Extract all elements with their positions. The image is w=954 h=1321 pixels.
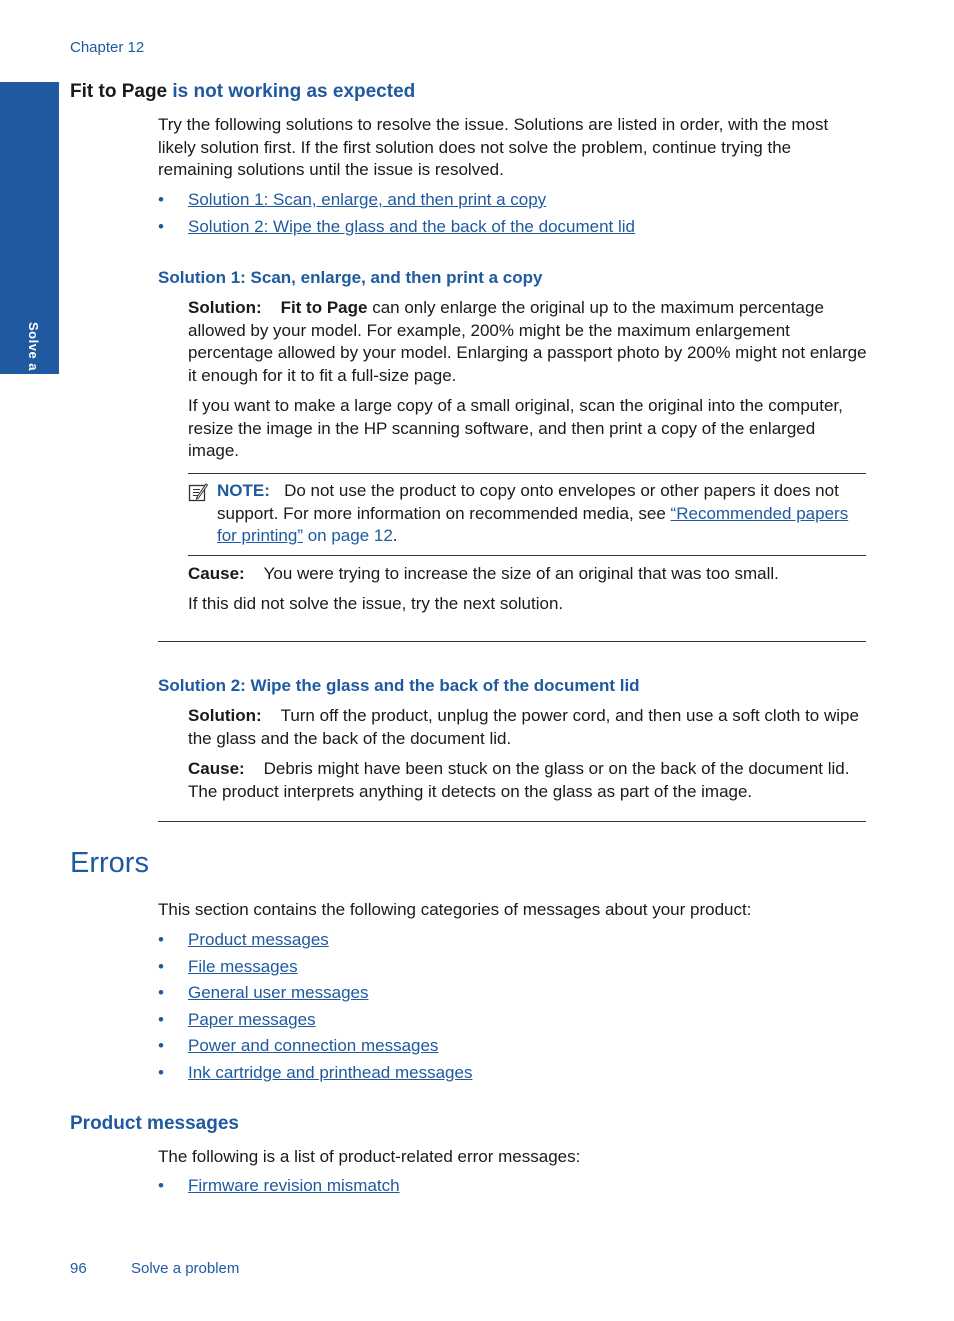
note-text: Do not use the product to copy onto envelopes or other papers it does not support. For more information on recommended media, see — [217, 481, 839, 523]
solution1-cause — [188, 563, 868, 586]
bullet: • — [158, 1176, 164, 1195]
paper-messages-link[interactable]: Paper messages — [188, 1009, 316, 1029]
divider — [158, 641, 866, 642]
list-item — [158, 929, 858, 956]
product-messages-heading: Product messages — [70, 1113, 239, 1134]
list-item — [158, 1009, 858, 1036]
fit-to-page-label: Fit to Page — [280, 298, 368, 317]
list-item — [158, 216, 858, 243]
solution1-link[interactable]: Solution 1: Scan, enlarge, and then print a copy — [188, 190, 547, 209]
page-number: 96 — [70, 1260, 87, 1277]
next-solution-text: If this did not solve the issue, try the next solution. — [188, 594, 564, 613]
errors-title: Errors — [70, 847, 149, 879]
footer-section: Solve a problem — [131, 1260, 240, 1277]
note-page-ref: on page 12 — [302, 526, 393, 545]
cause-text: You were trying to increase the size of an original that was too small. — [263, 564, 779, 583]
note-end: . — [392, 526, 398, 545]
solution-label: Solution: — [188, 298, 262, 317]
product-messages-list — [158, 1175, 858, 1202]
divider — [158, 821, 866, 822]
cause-label: Cause: — [188, 759, 245, 778]
solution1-body: can only enlarge the original up to the maximum percentage allowed by your model. For example, 200% might be the maximum enlargement percentage allowed by your model. Enlarging a passport photo by 200% might not enlarge it enough for it to fit a full-size page. — [188, 298, 867, 385]
note-bottom-rule — [188, 555, 866, 556]
product-messages-intro: The following is a list of product-related error messages: — [158, 1147, 581, 1166]
bullet: • — [158, 930, 164, 949]
recommended-papers-link[interactable]: “Recommended papers for printing” — [217, 503, 849, 545]
list-item — [158, 956, 858, 983]
fit-intro: Try the following solutions to resolve the issue. Solutions are listed in order, with the most likely solution first. If the first solution does not solve the problem, continue trying the remaining solutions until the issue is resolved. — [158, 115, 829, 179]
solution-label: Solution: — [188, 706, 262, 725]
list-item — [158, 1062, 858, 1089]
errors-link-list — [158, 929, 858, 1088]
ink-cartridge-messages-link[interactable]: Ink cartridge and printhead messages — [188, 1062, 473, 1082]
file-messages-link[interactable]: File messages — [188, 956, 298, 976]
list-item — [158, 1175, 858, 1202]
bullet: • — [158, 190, 164, 209]
solution1-para2: If you want to make a large copy of a small original, scan the original into the computer, resize the image in the HP scanning software, and then print a copy of the enlarged image. — [188, 396, 843, 460]
solution-link-list — [158, 189, 858, 242]
firmware-mismatch-link[interactable]: Firmware revision mismatch — [188, 1176, 400, 1195]
solution2-text — [188, 705, 868, 750]
note-box — [188, 473, 866, 556]
fit-to-page-heading — [70, 81, 415, 104]
fit-to-page-heading-rest: is not working as expected — [167, 81, 416, 102]
chapter-label: Chapter 12 — [70, 39, 145, 56]
list-item — [158, 1035, 858, 1062]
solution2-link[interactable]: Solution 2: Wipe the glass and the back of the document lid — [188, 216, 635, 236]
solution2-heading: Solution 2: Wipe the glass and the back of the document lid — [158, 676, 640, 695]
errors-intro: This section contains the following categories of messages about your product: — [158, 900, 752, 919]
cause-label: Cause: — [188, 564, 245, 583]
bullet: • — [158, 216, 164, 236]
list-item — [158, 189, 858, 216]
solution2-cause — [188, 758, 868, 803]
bullet: • — [158, 1036, 164, 1055]
bullet: • — [158, 1062, 164, 1082]
product-messages-link[interactable]: Product messages — [188, 930, 329, 949]
fit-to-page-heading-bold: Fit to Page — [70, 81, 168, 102]
solution1-heading: Solution 1: Scan, enlarge, and then print a copy — [158, 268, 543, 287]
bullet: • — [158, 983, 164, 1002]
side-tab-label: Solve a problem — [26, 322, 41, 430]
side-tab — [0, 82, 59, 430]
solution1-text — [188, 297, 868, 387]
bullet: • — [158, 1009, 164, 1029]
note-label: NOTE: — [217, 481, 270, 500]
bullet: • — [158, 956, 164, 976]
list-item — [158, 982, 858, 1009]
solution2-body: Turn off the product, unplug the power cord, and then use a soft cloth to wipe the glass and the back of the document lid. — [188, 706, 859, 748]
power-connection-messages-link[interactable]: Power and connection messages — [188, 1036, 439, 1055]
general-user-messages-link[interactable]: General user messages — [188, 983, 369, 1002]
note-icon — [188, 482, 208, 502]
cause-text: Debris might have been stuck on the glass or on the back of the document lid. The product interprets anything it detects on the glass as part of the image. — [188, 759, 850, 801]
